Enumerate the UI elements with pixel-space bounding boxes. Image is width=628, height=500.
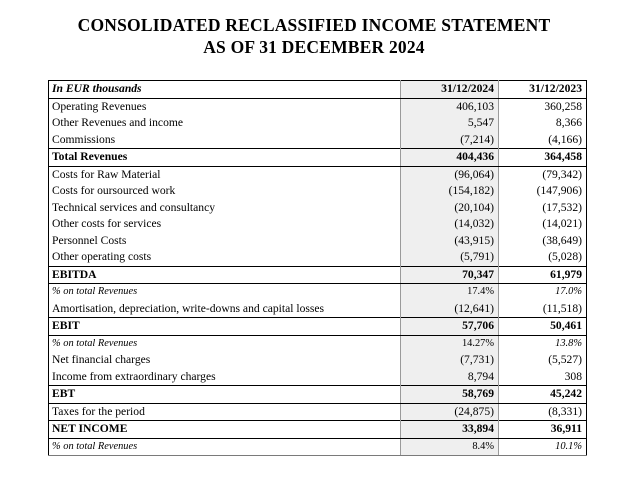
value-2024: 17.4% bbox=[401, 284, 499, 301]
row-label: % on total Revenues bbox=[49, 335, 401, 352]
subtotal-row bbox=[49, 386, 587, 404]
value-2023: (8,331) bbox=[499, 403, 587, 421]
percentage-row bbox=[49, 438, 587, 456]
value-2023: 8,366 bbox=[555, 116, 582, 129]
value-2024: 57,706 bbox=[401, 318, 499, 336]
value-2024: 8.4% bbox=[401, 438, 499, 456]
value-2024: 8,794 bbox=[401, 369, 499, 386]
row-label: EBITDA bbox=[49, 266, 401, 284]
row-label: Other Revenues and income bbox=[49, 115, 401, 132]
table-row bbox=[49, 216, 587, 233]
table-row bbox=[49, 301, 587, 318]
value-2024: (20,104) bbox=[401, 200, 499, 217]
table-header-row bbox=[49, 81, 587, 99]
value-2024: 58,769 bbox=[401, 386, 499, 404]
value-2024: (14,032) bbox=[401, 216, 499, 233]
value-2023: 17.0% bbox=[499, 284, 587, 301]
row-label: Operating Revenues bbox=[49, 98, 401, 115]
value-2023: (11,518) bbox=[542, 301, 582, 315]
income-statement-table bbox=[48, 80, 587, 456]
header-label: In EUR thousands bbox=[49, 81, 401, 99]
value-2024: (5,791) bbox=[401, 249, 499, 266]
row-label: Total Revenues bbox=[49, 149, 401, 167]
header-col-2023: 31/12/2023 bbox=[499, 81, 587, 99]
value-2024: 406,103 bbox=[401, 98, 499, 115]
row-label: Technical services and consultancy bbox=[49, 200, 401, 217]
table-row bbox=[49, 115, 587, 132]
table-row bbox=[49, 166, 587, 183]
value-2023: (38,649) bbox=[542, 233, 582, 247]
value-2023: (17,532) bbox=[542, 200, 582, 214]
value-2023: (147,906) bbox=[536, 184, 582, 197]
table-row bbox=[49, 369, 587, 386]
value-2023: (4,166) bbox=[548, 132, 582, 146]
title-line-1: CONSOLIDATED RECLASSIFIED INCOME STATEMENT bbox=[77, 15, 551, 35]
table-row bbox=[49, 200, 587, 217]
value-2023: 10.1% bbox=[499, 438, 587, 456]
value-2023: 13.8% bbox=[499, 335, 587, 352]
title-line-2: AS OF 31 DECEMBER 2024 bbox=[203, 37, 425, 57]
value-2024: (96,064) bbox=[401, 166, 499, 183]
value-2023: 61,979 bbox=[499, 266, 587, 284]
percentage-row bbox=[49, 335, 587, 352]
value-2024: 70,347 bbox=[401, 266, 499, 284]
row-label: Taxes for the period bbox=[49, 403, 401, 421]
row-label: Net financial charges bbox=[49, 352, 401, 369]
row-label: Amortisation, depreciation, write-downs and capital losses bbox=[49, 301, 401, 318]
row-label: Personnel Costs bbox=[49, 233, 401, 250]
table-row bbox=[49, 403, 587, 421]
value-2024: (24,875) bbox=[401, 403, 499, 421]
value-2024: 5,547 bbox=[401, 115, 499, 132]
value-2024: (7,214) bbox=[401, 132, 499, 149]
value-2023: (5,527) bbox=[548, 353, 582, 366]
subtotal-row bbox=[49, 318, 587, 336]
row-label: EBIT bbox=[49, 318, 401, 336]
value-2023: (14,021) bbox=[542, 217, 582, 230]
row-label: Costs for Raw Material bbox=[49, 166, 401, 183]
value-2023: (5,028) bbox=[548, 250, 582, 263]
subtotal-row bbox=[49, 149, 587, 167]
table-row bbox=[49, 249, 587, 266]
row-label: % on total Revenues bbox=[49, 284, 401, 301]
net-income-row bbox=[49, 421, 587, 439]
value-2024: 404,436 bbox=[401, 149, 499, 167]
value-2023: (79,342) bbox=[499, 166, 587, 183]
table-row bbox=[49, 233, 587, 250]
percentage-row bbox=[49, 284, 587, 301]
table-row bbox=[49, 98, 587, 115]
value-2023: 364,458 bbox=[499, 149, 587, 167]
value-2024: (12,641) bbox=[401, 301, 499, 318]
row-label: Other operating costs bbox=[49, 249, 401, 266]
value-2023: 36,911 bbox=[499, 421, 587, 439]
value-2023: 360,258 bbox=[544, 99, 582, 113]
table-row bbox=[49, 352, 587, 369]
value-2023: 50,461 bbox=[499, 318, 587, 336]
row-label: Other costs for services bbox=[49, 216, 401, 233]
value-2024: 33,894 bbox=[401, 421, 499, 439]
row-label: Costs for oursourced work bbox=[49, 183, 401, 200]
row-label: Income from extraordinary charges bbox=[49, 369, 401, 386]
row-label: EBT bbox=[49, 386, 401, 404]
table-row bbox=[49, 183, 587, 200]
value-2024: 14.27% bbox=[401, 335, 499, 352]
value-2023: 308 bbox=[564, 369, 582, 383]
value-2024: (43,915) bbox=[401, 233, 499, 250]
row-label: Commissions bbox=[49, 132, 401, 149]
subtotal-row bbox=[49, 266, 587, 284]
row-label: NET INCOME bbox=[49, 421, 401, 439]
value-2024: (7,731) bbox=[401, 352, 499, 369]
value-2023: 45,242 bbox=[499, 386, 587, 404]
value-2024: (154,182) bbox=[401, 183, 499, 200]
header-col-2024: 31/12/2024 bbox=[401, 81, 499, 99]
row-label: % on total Revenues bbox=[49, 438, 401, 456]
document-title bbox=[0, 14, 628, 58]
table-row bbox=[49, 132, 587, 149]
